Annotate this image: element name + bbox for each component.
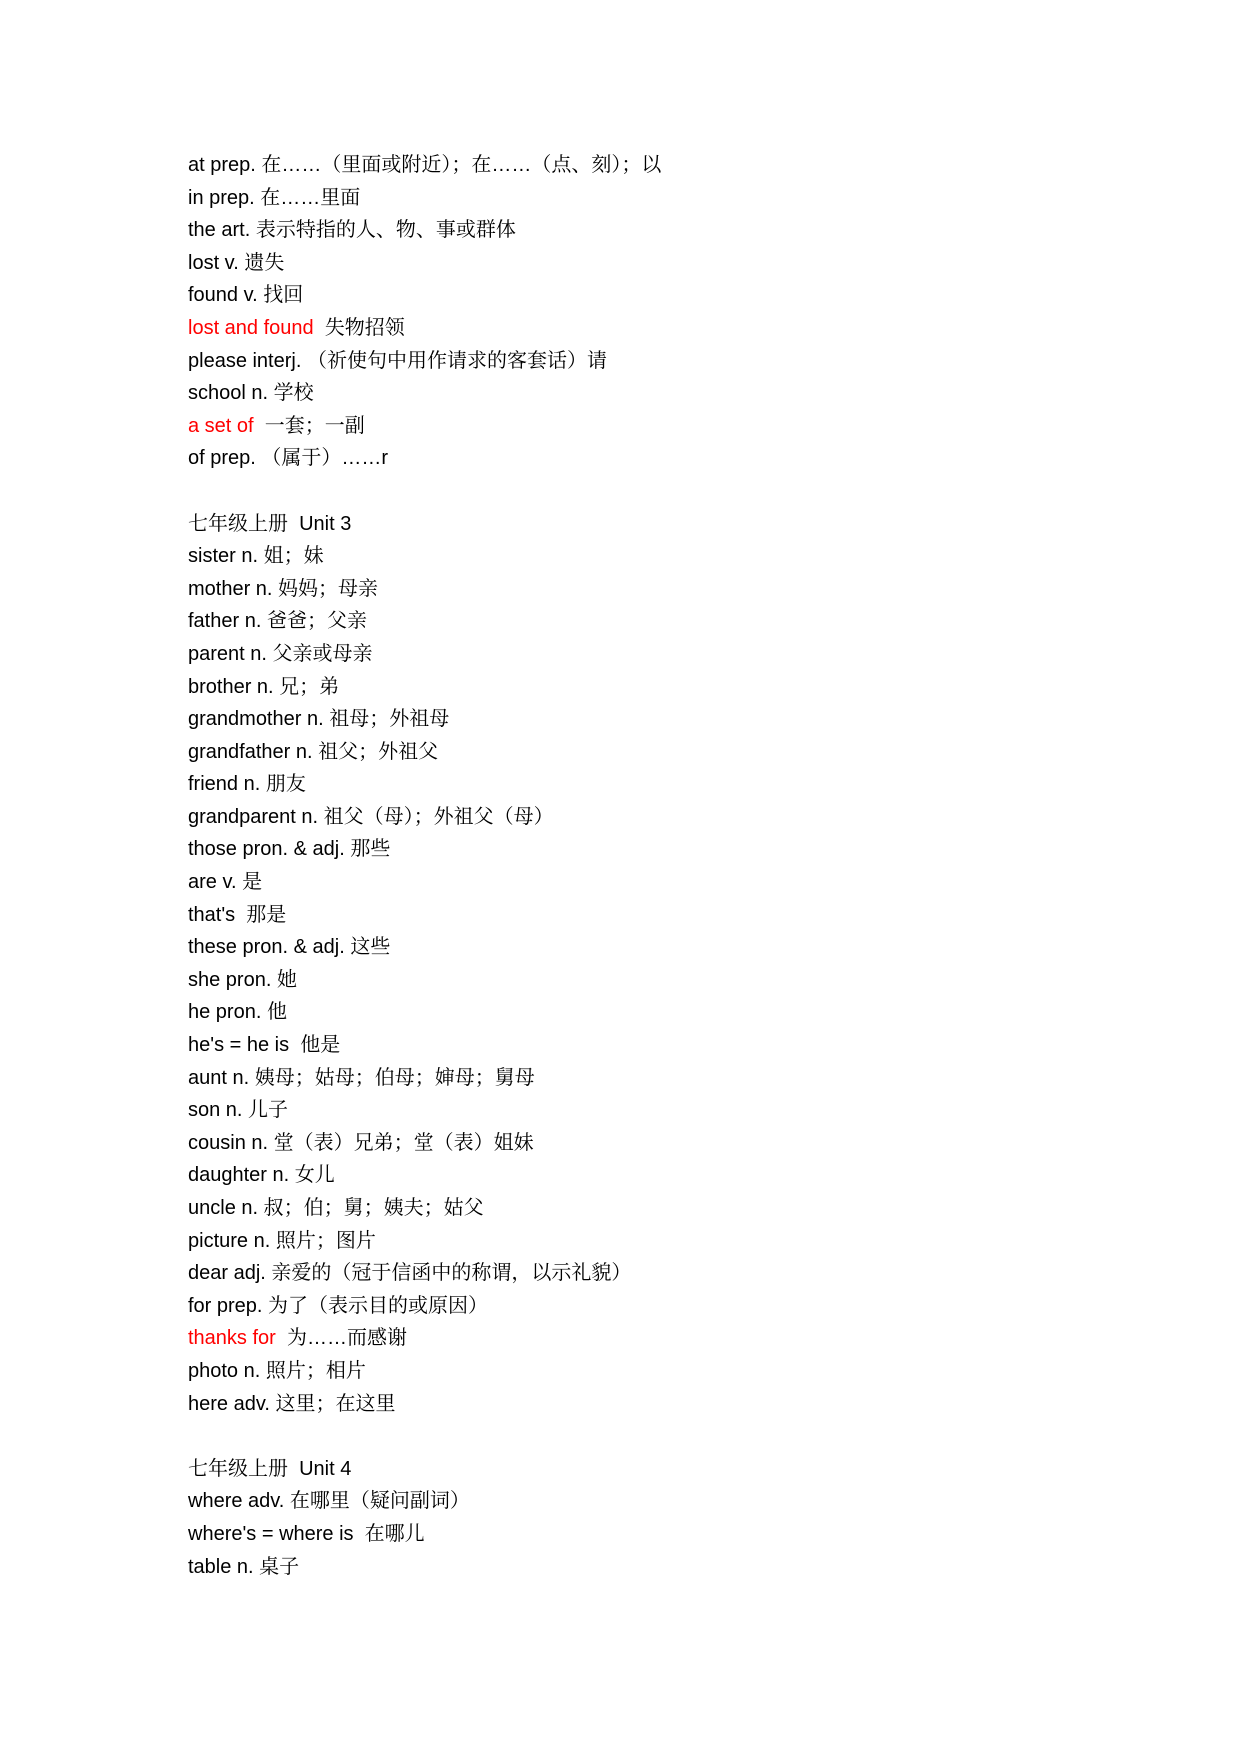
entry-word: are v. — [188, 871, 237, 894]
entry-word: lost and found — [188, 316, 314, 339]
entry-meaning: 儿子 — [242, 1099, 289, 1122]
unit-heading-number: Unit 3 — [288, 512, 352, 535]
unit-heading — [188, 508, 1088, 541]
vocab-entry — [188, 442, 1088, 475]
entry-meaning: 那是 — [235, 903, 287, 926]
vocab-entry — [188, 214, 1088, 247]
entry-word: table n. — [188, 1555, 254, 1578]
entry-word: picture n. — [188, 1229, 271, 1252]
vocab-entry — [188, 1290, 1088, 1323]
entry-meaning: 他 — [261, 1001, 287, 1024]
entry-meaning: 堂（表）兄弟；堂（表）姐妹 — [268, 1131, 534, 1154]
entry-meaning: 兄；弟 — [273, 675, 340, 698]
entry-meaning: 祖母；外祖母 — [323, 708, 450, 731]
vocab-phrase-entry — [188, 410, 1088, 443]
vocab-entry — [188, 1257, 1088, 1290]
entry-meaning: 父亲或母亲 — [266, 642, 373, 665]
vocab-entry — [188, 1062, 1088, 1095]
entry-word: where adv. — [188, 1490, 285, 1513]
unit-heading-grade: 七年级上册 — [188, 1457, 288, 1480]
vocab-entry — [188, 866, 1088, 899]
entry-word: in prep. — [188, 186, 255, 209]
entry-word: friend n. — [188, 773, 261, 796]
vocab-entry — [188, 1159, 1088, 1192]
entry-word: the art. — [188, 219, 251, 242]
entry-word: grandmother n. — [188, 708, 324, 731]
entry-meaning: 在哪儿 — [353, 1522, 425, 1545]
entry-word: sister n. — [188, 545, 259, 568]
entry-word: thanks for — [188, 1327, 276, 1350]
unit-heading — [188, 1453, 1088, 1486]
vocab-entry — [188, 1355, 1088, 1388]
vocab-phrase-entry — [188, 312, 1088, 345]
entry-word: these pron. & adj. — [188, 936, 345, 959]
entry-word: for prep. — [188, 1294, 263, 1317]
entry-word: those pron. & adj. — [188, 838, 345, 861]
entry-word: school n. — [188, 382, 269, 405]
vocab-entry — [188, 899, 1088, 932]
vocab-entry — [188, 1485, 1088, 1518]
entry-meaning: 他是 — [289, 1034, 341, 1057]
vocab-entry — [188, 1551, 1088, 1584]
entry-word: dear adj. — [188, 1262, 266, 1285]
vocab-entry — [188, 801, 1088, 834]
entry-word: of prep. — [188, 447, 256, 470]
entry-meaning: 那些 — [344, 838, 391, 861]
entry-meaning: （祈使句中用作请求的客套话）请 — [301, 349, 607, 372]
entry-word: father n. — [188, 610, 262, 633]
vocab-entry — [188, 671, 1088, 704]
entry-meaning: 表示特指的人、物、事或群体 — [250, 219, 516, 242]
vocab-entry — [188, 377, 1088, 410]
unit-heading-number: Unit 4 — [288, 1457, 352, 1480]
vocab-entry — [188, 247, 1088, 280]
entry-meaning: 桌子 — [253, 1555, 300, 1578]
entry-word: grandfather n. — [188, 740, 313, 763]
entry-word: lost v. — [188, 251, 239, 274]
entry-word: daughter n. — [188, 1164, 290, 1187]
entry-meaning: 在……（里面或附近）；在……（点、刻）；以 — [255, 154, 662, 176]
entry-meaning: 在……里面 — [254, 186, 361, 209]
vocab-entry — [188, 1518, 1088, 1551]
entry-word: she pron. — [188, 968, 272, 991]
vocab-entry — [188, 279, 1088, 312]
vocab-entry — [188, 1127, 1088, 1160]
vocabulary-list — [188, 149, 1088, 1583]
vocab-entry — [188, 833, 1088, 866]
entry-meaning: 这里；在这里 — [269, 1392, 396, 1415]
vocab-entry — [188, 703, 1088, 736]
entry-meaning: 照片；图片 — [270, 1229, 376, 1252]
entry-meaning: 女儿 — [289, 1164, 335, 1187]
entry-word: mother n. — [188, 577, 273, 600]
entry-word: a set of — [188, 414, 254, 437]
entry-meaning: 一套；一副 — [253, 414, 365, 437]
vocab-entry — [188, 1094, 1088, 1127]
entry-meaning: 是 — [236, 871, 263, 894]
entry-meaning: 为了（表示目的或原因） — [262, 1294, 489, 1317]
entry-meaning: 在哪里（疑问副词） — [284, 1490, 470, 1513]
vocab-entry — [188, 605, 1088, 638]
entry-meaning: 找回 — [257, 284, 304, 307]
vocab-phrase-entry — [188, 1322, 1088, 1355]
entry-meaning: 照片；相片 — [260, 1359, 366, 1382]
entry-meaning: 遗失 — [238, 251, 285, 274]
unit-heading-grade: 七年级上册 — [188, 512, 288, 535]
entry-meaning: 祖父；外祖父 — [312, 740, 439, 763]
entry-word: found v. — [188, 284, 258, 307]
entry-meaning: 亲爱的（冠于信函中的称谓，以示礼貌） — [265, 1262, 632, 1285]
entry-meaning: 这些 — [344, 936, 391, 959]
entry-word: cousin n. — [188, 1131, 269, 1154]
vocab-entry — [188, 1388, 1088, 1421]
vocab-entry — [188, 736, 1088, 769]
entry-meaning: 叔；伯；舅；姨夫；姑父 — [258, 1197, 484, 1219]
entry-word: uncle n. — [188, 1197, 259, 1219]
entry-word: at prep. — [188, 154, 256, 176]
entry-meaning: 妈妈；母亲 — [272, 577, 379, 600]
vocab-entry — [188, 182, 1088, 215]
entry-meaning: 姐；妹 — [258, 545, 324, 568]
vocab-entry — [188, 768, 1088, 801]
entry-meaning: 失物招领 — [313, 316, 405, 339]
entry-word: son n. — [188, 1099, 243, 1122]
entry-word: please interj. — [188, 349, 302, 372]
entry-meaning: 姨母；姑母；伯母；婶母；舅母 — [249, 1066, 535, 1089]
vocab-entry — [188, 1192, 1088, 1225]
vocab-entry — [188, 638, 1088, 671]
vocab-entry — [188, 1029, 1088, 1062]
entry-word: where's = where is — [188, 1522, 354, 1545]
entry-meaning: （属于）……r — [255, 447, 389, 470]
vocab-entry — [188, 540, 1088, 573]
entry-word: he pron. — [188, 1001, 262, 1024]
entry-word: grandparent n. — [188, 805, 319, 828]
vocab-entry — [188, 964, 1088, 997]
entry-meaning: 为……而感谢 — [275, 1327, 407, 1350]
entry-meaning: 朋友 — [260, 773, 306, 796]
entry-word: that's — [188, 903, 236, 926]
entry-meaning: 学校 — [268, 382, 314, 405]
entry-word: parent n. — [188, 642, 267, 665]
blank-line — [188, 475, 1088, 508]
entry-meaning: 她 — [271, 968, 297, 991]
entry-meaning: 爸爸；父亲 — [261, 610, 367, 633]
blank-line — [188, 1420, 1088, 1453]
vocab-entry — [188, 931, 1088, 964]
entry-word: aunt n. — [188, 1066, 250, 1089]
vocab-entry — [188, 996, 1088, 1029]
vocab-entry — [188, 1225, 1088, 1258]
entry-meaning: 祖父（母）；外祖父（母） — [318, 805, 554, 828]
entry-word: he's = he is — [188, 1034, 290, 1057]
entry-word: brother n. — [188, 675, 274, 698]
entry-word: here adv. — [188, 1392, 270, 1415]
vocab-entry — [188, 149, 1088, 182]
vocab-entry — [188, 573, 1088, 606]
entry-word: photo n. — [188, 1359, 261, 1382]
vocab-entry — [188, 345, 1088, 378]
